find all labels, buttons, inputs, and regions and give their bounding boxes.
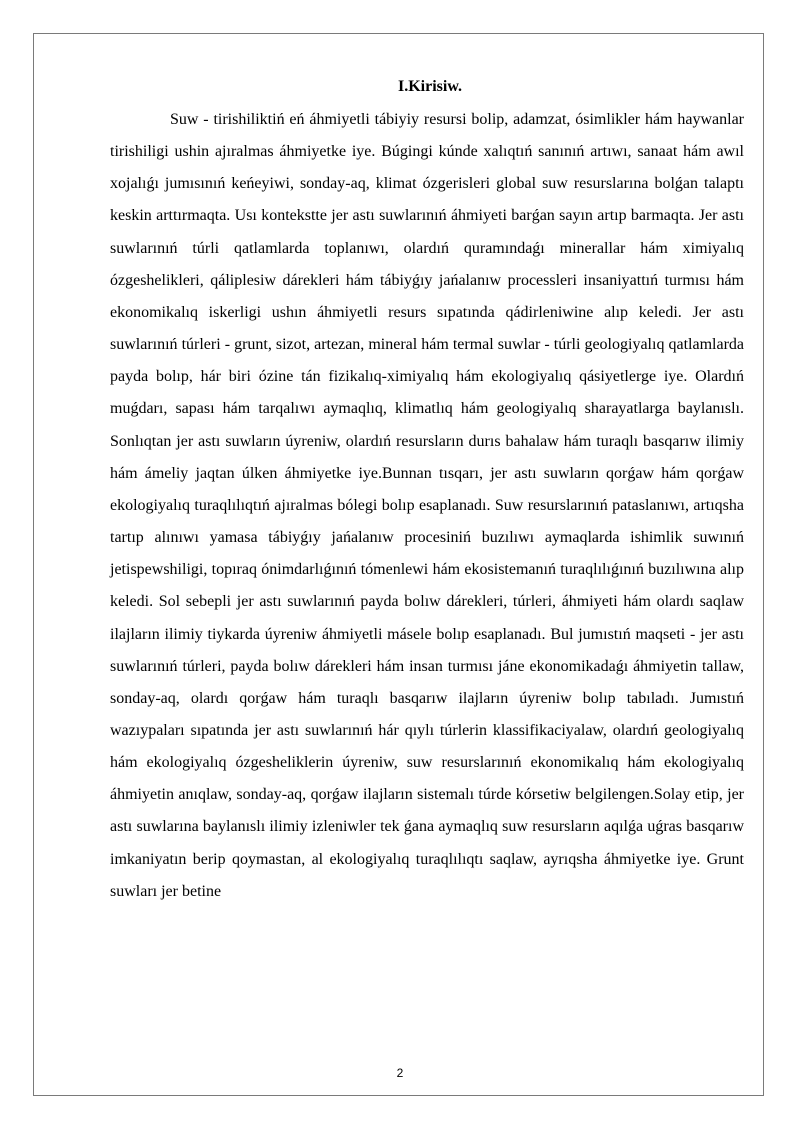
body-paragraph: Suw - tirishiliktiń eń áhmiyetli tábiyiy resursi bolip, adamzat, ósimlikler hám haywanlar tirishiligi ushin ajıralmas áhmiyetke iye. Búgingi kúnde xalıqtıń sanınıń artıwı, sanaat hám awıl xojalıǵı jumısınıń keńeyiwi, sonday-aq, klimat ózgerisleri global suw resurslarına bolǵan talaptı keskin arttırmaqta. Usı kontekstte jer astı suwlarınıń áhmiyeti barǵan sayın artıp barmaqta. Jer astı suwlarınıń túrli qatlamlarda toplanıwı, olardıń quramındaǵı minerallar hám ximiyalıq ózgeshelikleri, qáliplesiw dárekleri hám tábiyǵıy jańalanıw processleri insaniyattıń turmısı hám ekonomikalıq iskerligi ushın áhmiyetli resurs sıpatında qádirleniwine alıp keledi. Jer astı suwlarınıń túrleri - grunt, sizot, artezan, mineral hám termal suwlar - túrli geologiyalıq qatlamlarda payda bolıp, hár biri ózine tán fizikalıq-ximiyalıq hám ekologiyalıq qásiyetlerge iye. Olardıń muǵdarı, sapası hám tarqalıwı aymaqlıq, klimatlıq hám geologiyalıq sharayatlarga baylanıslı. Sonlıqtan jer astı suwların úyreniw, olardıń resursların durıs bahalaw hám turaqlı basqarıw ilimiy hám ámeliy jaqtan úlken áhmiyetke iye.Bunnan tısqarı, jer astı suwların qorǵaw hám qorǵaw ekologiyalıq turaqlılıqtıń ajıralmas bólegi bolıp esaplanadı. Suw resurslarınıń pataslanıwı, artıqsha tartıp alınıwı yamasa tábiyǵıy jańalanıw procesiniń buzılıwı aymaqlarda ishimlik suwınıń jetispewshiligi, topıraq ónimdarlıǵınıń tómenlewi hám ekosistemanıń turaqlılıǵınıń buzılıwına alıp keledi. Sol sebepli jer astı suwlarınıń payda bolıw dárekleri, túrleri, áhmiyeti hám olardı saqlaw ilajların ilimiy tiykarda úyreniw áhmiyetli másele bolıp esaplanadı. Bul jumıstıń maqseti - jer astı suwlarınıń túrleri, payda bolıw dárekleri hám insan turmısı jáne ekonomikadaǵı áhmiyetin tallaw, sonday-aq, olardı qorǵaw hám turaqlı basqarıw ilajların úyreniw bolıp tabıladı. Jumıstıń wazıypaları sıpatında jer astı suwlarınıń hár qıylı túrlerin klassifikaciyalaw, olardıń geologiyalıq hám ekologiyalıq ózgesheliklerin úyreniw, suw resurslarınıń ekonomikalıq hám ekologiyalıq áhmiyetin anıqlaw, sonday-aq, qorǵaw ilajların sistemalı túrde kórsetiw belgilengen.Solay etip, jer astı suwlarına baylanıslı ilimiy izleniwler tek ǵana aymaqlıq suw resursların aqılǵa uǵras basqarıw imkaniyatın berip qoymastan, al ekologiyalıq turaqlılıqtı saqlaw, ayrıqsha áhmiyetke iye. Grunt suwları jer betine	[110, 111, 744, 900]
page-number: 2	[396, 1066, 404, 1080]
section-title: I.Kirisiw.	[397, 78, 462, 95]
document-content	[110, 76, 744, 908]
